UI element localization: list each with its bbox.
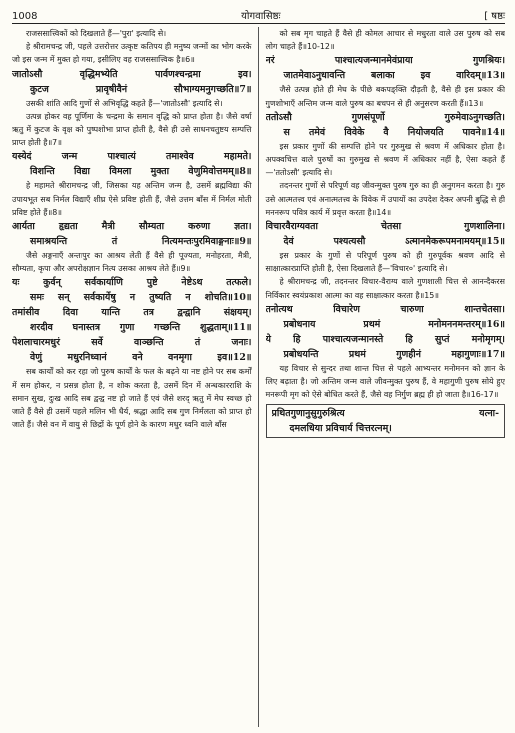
verse-line: पेशलाचारमधुरं सर्वे वाञ्छन्ति तं जनाः। xyxy=(12,337,252,349)
verse-line: जातमेवाऽनुधावन्ति बलाका इव वारिदम्॥13॥ xyxy=(283,70,505,82)
verse-line: वेणुं मधुरनिध्वानं वने वनमृगा इव॥12॥ xyxy=(30,352,252,364)
verse-line: शरदीव घनास्तत्र गुणा गच्छन्ति शुद्धताम्॥11॥ xyxy=(30,322,252,334)
closing-verse-line: प्रथितगुणानुसुगुरुश्रित्य यत्ना- xyxy=(271,408,499,420)
verse-line: स तमेवं विवेके वै नियोजयति पावने॥14॥ xyxy=(283,126,505,138)
commentary-paragraph: इस प्रकार के गुणों से परिपूर्ण पुरुष को ही गुरुपूर्वक श्रवण आदि से साक्षात्कारप्राप्ति होती है, ऐसा दिखलाते हैं—'विचार०' इत्यादि से। xyxy=(265,251,505,274)
verse-line: समः सन् सर्वकार्येषु न तुष्यति न शोचति॥10॥ xyxy=(30,292,252,304)
column-divider xyxy=(258,27,259,727)
verse-line: यस्येदं जन्म पाश्चात्यं तमाश्वेव महामते। xyxy=(12,151,252,163)
commentary-paragraph: उसकी शांति आदि गुणों से अभिवृद्धि कहते हैं—'जातोऽसौ' इत्यादि से। xyxy=(26,98,223,108)
closing-verse-line: दमलधिया प्रविचार्य चित्तरत्नम्। xyxy=(289,423,392,435)
verse-line: विचारवैराग्यवता चेतसा गुणशालिना। xyxy=(265,221,505,233)
commentary-paragraph: इस प्रकार गुणों की सम्पत्ति होने पर गुरुमुख से श्रवण में अधिकार होता है। अपक्वचित्त वाले पुरुषों का गुरुमुख से श्रवण में अधिकार नहीं है, ऐसा कहते हैं—'ततोऽसौ' इत्यादि से। xyxy=(265,141,505,178)
running-header xyxy=(12,4,505,24)
verse-line: ये हि पाश्चात्यजन्मानस्ते हि सुप्तं मनोमृगम्। xyxy=(265,333,505,345)
commentary-paragraph: हे श्रीरामचन्द्र जी, तदनन्तर विचार-वैराग्य वाले गुणशाली चित्त से आनन्दैकरस निर्विकार स्वयंप्रकाश आत्मा का वह साक्षात्कार करता है॥15॥ xyxy=(265,277,505,300)
commentary-paragraph: तदनन्तर गुणों से परिपूर्ण वह जीवन्मुक्त पुरुष गुरु का ही अनुगमन करता है। गुरु उसे आत्मतत्त्व एवं अनात्मतत्त्व के विवेक में उपायों का उपदेश देकर अपनी बुद्धि से ही मननरूप पवित्र कार्य में प्रवृत्त करता है॥14॥ xyxy=(265,181,505,217)
right-column xyxy=(261,27,506,733)
verse-line: ततोऽसौ गुणसंपूर्णो गुरुमेवाऽनुगच्छति। xyxy=(265,111,505,123)
commentary-paragraph: उत्पन्न होकर वह पूर्णिमा के चन्द्रमा के समान वृद्धि को प्राप्त होता है। जैसे वर्षा ऋतु में कुटज के वृक्ष को पुष्पशोभा प्राप्त होती है, वैसे ही उसे साधनचतुष्टय सम्पत्ति प्राप्त होती है॥7॥ xyxy=(12,111,252,148)
verse-line: जातोऽसौ वृद्धिमभ्येति पार्वणश्चन्द्रमा इव। xyxy=(12,68,252,80)
commentary-paragraph: यह विचार से सुन्दर तथा शान्त चित्त से पहले आभ्यन्तर मनोमनन को ज्ञान के लिए बढ़ाता है। जो अन्तिम जन्म वाले जीवन्मुक्त पुरुष हैं, वे महागुणी पुरुष सोये हुए मनरूपी मृग को ऐसे बोधित करते हैं, जैसे वह निर्गुण ब्रह्म ही हो जाता है॥16-17॥ xyxy=(265,363,505,400)
verse-line: समाश्रयन्ति तं नित्यमन्तःपुरमिवाङ्गनाः॥9॥ xyxy=(30,236,252,248)
left-column xyxy=(12,27,256,733)
commentary-paragraph: हे श्रीरामचन्द्र जी, पहले उत्तरोत्तर उत्कृष्ट कतिपय ही मनुष्य जन्मों का भोग करके जो इस जन्म में मुक्त हो गया, इसीलिए वह राजससात्त्विक है॥6॥ xyxy=(12,42,252,65)
commentary-paragraph: जैसे उत्पन्न होते ही मेघ के पीछे बकपङ्क्ति दौड़ती है, वैसे ही इस प्रकार की गुणशोभाएँ अन्तिम जन्म वाले पुरुष का बचपन से ही अनुसरण करती हैं॥13॥ xyxy=(265,85,505,108)
book-title: योगवासिष्ठः xyxy=(241,11,281,22)
verse-line: यः कुर्वन् सर्वकार्याणि पुष्टे नेष्टेऽथ तत्फले। xyxy=(12,277,252,289)
commentary-paragraph: को सब मृग चाहते हैं वैसे ही कोमल आचार से मधुरता वाले उस पुरुष को सब लोग चाहते हैं॥10-12॥ xyxy=(265,29,505,52)
page-number: 1008 xyxy=(12,11,38,22)
verse-line: प्रबोधयन्ति प्रथमं गुणहीनं महागुणाः॥17॥ xyxy=(283,348,505,360)
commentary-paragraph: राजससात्त्विकों को दिखलाते हैं—'पुरा' इत्यादि से। xyxy=(26,29,167,38)
verse-line: तनोत्यथ विचारेण चारुणा शान्तचेतसा। xyxy=(265,303,505,315)
verse-line: प्रबोधनाय प्रथमं मनोमननमन्तरम्॥16॥ xyxy=(283,318,505,330)
verse-line: आर्यता हृद्यता मैत्री सौम्यता करुणा ज्ञता। xyxy=(12,221,252,233)
commentary-paragraph: जैसे अङ्गनाएँ अन्तःपुर का आश्रय लेती हैं वैसे ही पूज्यता, मनोहरता, मैत्री, सौम्यता, कृपा और अपरोक्षज्ञान नित्य उसका आश्रय लेते हैं॥9॥ xyxy=(12,251,252,274)
section-label: [ षष्ठः xyxy=(484,11,505,22)
closing-verse-box xyxy=(266,404,506,438)
two-column-body xyxy=(12,27,505,733)
verse-line: तमांसीव दिवा यान्ति तत्र द्वन्द्वानि संक्षयम्। xyxy=(12,307,252,319)
commentary-paragraph: सब कार्यों को कर रहा जो पुरुष कार्यों के फल के बढ़ने या नष्ट होने पर सब कर्मों में सम होकर, न प्रसन्न होता है, न शोक करता है, उसमें दिन में अन्धकारराशि के समान सुख, दुःख आदि सब द्वन्द्व नष्ट हो जाते हैं एवं जैसे शरद् ऋतु में मेघ स्वच्छ हो जाते हैं वैसे ही उसमें पहले मलिन भी धैर्य, श्रद्धा आदि सब गुण निर्मलता को प्राप्त हो जाते हैं। जैसे वन में वायु से छिद्रों के पूर्ण होने के कारण मधुर ध्वनि वाले बाँस xyxy=(12,367,252,430)
verse-line: नरं पाश्चात्यजन्मानमेवंप्राया गुणश्रियः। xyxy=(265,55,505,67)
verse-line: कुटज प्रावृषीवैनं सौभाग्यमनुगच्छति॥7॥ xyxy=(30,83,252,95)
verse-line: देवं पश्यत्यसौ ऽत्मानमेकरूपमनामयम्॥15॥ xyxy=(283,236,505,248)
verse-line: विशन्ति विद्या विमला मुक्ता वेणुमिवोत्तमम्॥8॥ xyxy=(30,166,252,178)
commentary-paragraph: हे महामते श्रीरामचन्द्र जी, जिसका यह अन्तिम जन्म है, उसमें ब्रह्मविद्या की उपायभूत सब निर्मल विद्याएँ शीघ्र ऐसे प्रविष्ट होती हैं, जैसे उत्तम बाँस में निर्मल मोती प्रविष्ट होते हैं॥8॥ xyxy=(12,181,252,217)
